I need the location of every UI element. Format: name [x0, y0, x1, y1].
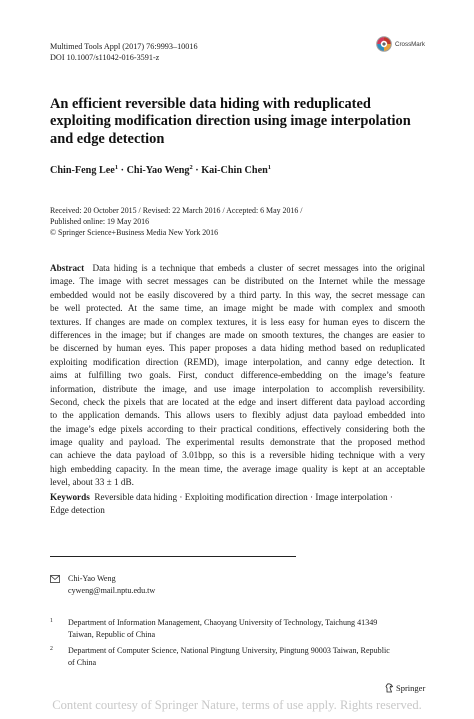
abstract-line: image quality and payload. The experimental results demonstrate that the proposed method	[50, 437, 425, 448]
affiliation-text: Department of Computer Science, National Pingtung University, Pingtung 90003 Taiwan, Republic	[68, 646, 390, 655]
crossmark-badge[interactable]	[376, 36, 425, 52]
author-separator: ·	[118, 165, 127, 176]
doi[interactable]: DOI 10.1007/s11042-016-3591-z	[50, 52, 160, 62]
abstract-line: differences in the image; but if changes are made on smooth textures, the changes are easier to	[50, 329, 425, 340]
keywords-line	[50, 491, 428, 504]
abstract-line: to the application demands. This allows users to flexibly adjust data payload embedded into	[50, 410, 425, 421]
crossmark-icon	[376, 36, 392, 52]
correspondence	[50, 573, 350, 597]
author-name[interactable]: Chin-Feng Lee	[50, 165, 115, 176]
affiliation-number: 2	[50, 646, 53, 652]
footnote-divider	[50, 556, 296, 557]
author-affiliation-mark: 1	[114, 164, 119, 171]
keywords-text: Reversible data hiding · Exploiting modification direction · Image interpolation ·	[94, 492, 393, 502]
author-name[interactable]: Kai-Chin Chen	[201, 165, 268, 176]
abstract-line: high embedding capacity. In the mean time, the average image quality is kept at an acceptable	[50, 463, 425, 474]
abstract-line: image. The image with secret messages can be distributed on the Internet while the message	[50, 276, 425, 287]
affiliation-1	[50, 617, 428, 641]
abstract-line: the image’s edge pixels according to their practical conditions, effectively considering both the	[50, 423, 425, 434]
author-affiliation-mark: 2	[189, 164, 193, 171]
publication-dates	[50, 205, 302, 238]
abstract-line: level, about 33 ± 1 dB.	[50, 477, 134, 488]
abstract-line: be discerned by human eyes. This paper proposes a data hiding method based on reduplicated	[50, 343, 425, 354]
paper-title: An efficient reversible data hiding with reduplicated exploiting modification direction using image interpolation and edge detection	[50, 96, 411, 147]
author-separator: ·	[192, 165, 202, 176]
abstract-line: exploiting modification direction (REMD), image interpolation, and canny edge detection. It	[50, 356, 425, 367]
journal-header	[50, 42, 198, 63]
author-affiliation-mark: 1	[267, 164, 272, 171]
keywords-heading: Keywords	[50, 492, 90, 502]
affiliation-text: of China	[68, 657, 97, 667]
received-dates: Received: 20 October 2015 / Revised: 22 March 2016 / Accepted: 6 May 2016 /	[50, 206, 303, 215]
abstract-line: information, distribute the image, and use image interpolation to accomplish reversibility.	[50, 383, 425, 394]
crossmark-label: CrossMark	[395, 40, 425, 48]
abstract-line: Second, check the pixels that are located at the edge and insert different data payload according	[50, 396, 425, 407]
courtesy-watermark: Content courtesy of Springer Nature, terms of use apply. Rights reserved.	[52, 698, 422, 712]
affiliation-text: Taiwan, Republic of China	[68, 629, 156, 639]
abstract-line	[50, 262, 425, 275]
abstract-line: can achieve the data payload of 3.01bpp, so this is a reversible hiding technique with a very	[50, 450, 425, 461]
corresponding-author-name: Chi-Yao Weng	[68, 574, 116, 583]
abstract	[50, 262, 425, 490]
journal-citation: Multimed Tools Appl (2017) 76:9993–10016	[50, 42, 198, 51]
keywords-line: Edge detection	[50, 505, 105, 516]
copyright: © Springer Science+Business Media New York 2016	[50, 228, 219, 237]
abstract-line: aims at fulfilling two goals. First, conduct difference-embedding on the image’s feature	[50, 370, 425, 381]
affiliation-2	[50, 645, 428, 669]
abstract-text: Data hiding is a technique that embeds a cluster of secret messages into the original	[92, 263, 425, 273]
abstract-heading: Abstract	[50, 263, 85, 273]
springer-name: Springer	[396, 683, 426, 693]
abstract-line: be well protected. At the same time, an image might be made with complex and smooth	[50, 303, 425, 314]
author-name[interactable]: Chi-Yao Weng	[126, 165, 190, 176]
corresponding-author-email[interactable]: cyweng@mail.nptu.edu.tw	[68, 585, 156, 595]
published-online: Published online: 19 May 2016	[50, 217, 150, 226]
author-list	[50, 164, 271, 176]
springer-logo	[385, 683, 425, 693]
abstract-line: embedded would not be easily discovered by a third party. In this way, the secret message can	[50, 289, 425, 300]
springer-horse-icon	[385, 683, 394, 693]
keywords	[50, 491, 428, 518]
affiliation-text: Department of Information Management, Chaoyang University of Technology, Taichung 41349	[68, 618, 378, 627]
affiliation-number: 1	[50, 618, 53, 624]
abstract-line: textures. If changes are made on complex textures, it is less easy for human eyes to discern the	[50, 316, 425, 327]
